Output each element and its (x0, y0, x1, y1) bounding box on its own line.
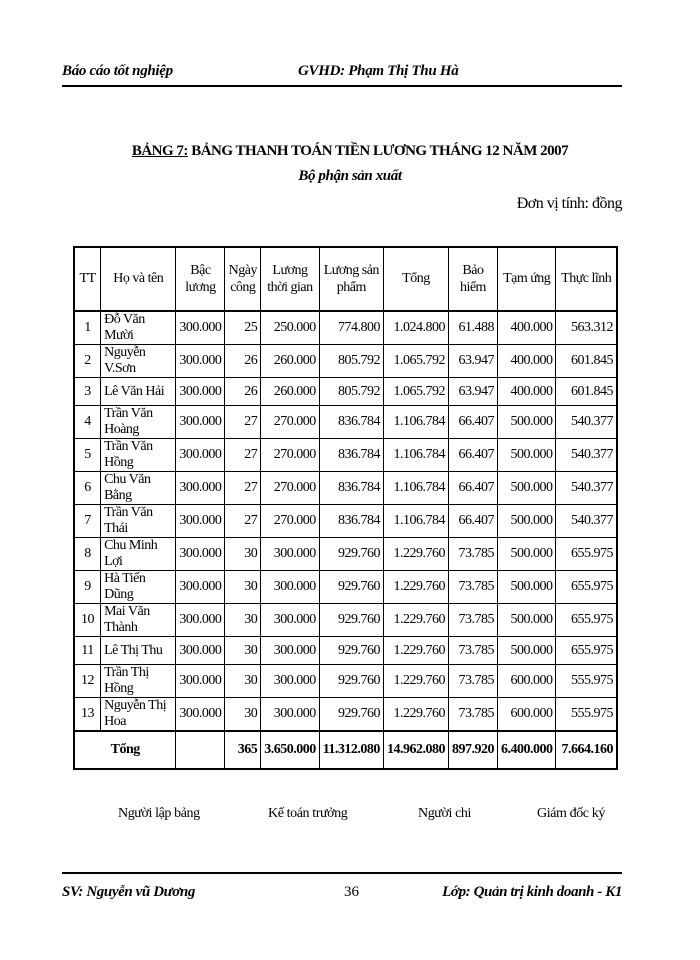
cell-tong: 1.065.792 (383, 378, 448, 406)
cell-tam-ung: 600.000 (497, 698, 556, 732)
cell-bac-luong: 300.000 (176, 604, 225, 637)
cell-tong: 1.106.784 (383, 439, 448, 472)
table-row (74, 472, 617, 505)
cell-luong-thoi-gian: 260.000 (261, 345, 320, 378)
cell-thuc-linh: 601.845 (556, 378, 617, 406)
cell-bac-luong: 300.000 (176, 637, 225, 665)
cell-bao-hiem: 66.407 (448, 505, 497, 538)
cell-luong-san-pham: 774.800 (319, 311, 383, 345)
sign-payer: Người chi (418, 806, 471, 821)
cell-name: Lê Thị Thu (101, 637, 176, 665)
cell-tam-ung: 500.000 (497, 604, 556, 637)
col-header-bac-luong: Bậc lương (176, 247, 225, 311)
table-title (0, 143, 700, 160)
footer-student: SV: Nguyễn vũ Dương (62, 884, 195, 900)
cell-bac-luong: 300.000 (176, 571, 225, 604)
cell-bao-hiem: 66.407 (448, 472, 497, 505)
cell-bac-luong: 300.000 (176, 472, 225, 505)
cell-tt: 9 (74, 571, 101, 604)
cell-tong: 1.229.760 (383, 665, 448, 698)
cell-tong: 1.065.792 (383, 345, 448, 378)
cell-bao-hiem: 73.785 (448, 698, 497, 732)
cell-bac-luong: 300.000 (176, 311, 225, 345)
cell-tam-ung: 500.000 (497, 538, 556, 571)
total-label: Tổng (74, 731, 176, 769)
cell-luong-san-pham: 929.760 (319, 665, 383, 698)
sign-preparer: Người lập bảng (118, 806, 200, 821)
cell-tam-ung: 500.000 (497, 439, 556, 472)
cell-luong-san-pham: 836.784 (319, 439, 383, 472)
cell-name: Hà Tiến Dũng (101, 571, 176, 604)
total-thuc-linh: 7.664.160 (556, 731, 617, 769)
cell-thuc-linh: 655.975 (556, 571, 617, 604)
footer-class: Lớp: Quản trị kinh doanh - K1 (442, 884, 622, 900)
cell-thuc-linh: 555.975 (556, 698, 617, 732)
cell-name: Nguyễn V.Sơn (101, 345, 176, 378)
cell-tam-ung: 400.000 (497, 311, 556, 345)
cell-bao-hiem: 73.785 (448, 538, 497, 571)
table-title-text: BẢNG THANH TOÁN TIỀN LƯƠNG THÁNG 12 NĂM 2007 (191, 143, 569, 159)
cell-bao-hiem: 61.488 (448, 311, 497, 345)
cell-ngay-cong: 26 (225, 378, 261, 406)
col-header-luong-san-pham: Lương sản phẩm (319, 247, 383, 311)
page-footer (62, 872, 622, 906)
cell-tong: 1.229.760 (383, 538, 448, 571)
payroll-table (73, 246, 618, 770)
col-header-thuc-linh: Thực lĩnh (556, 247, 617, 311)
cell-name: Chu Minh Lợi (101, 538, 176, 571)
cell-luong-thoi-gian: 300.000 (261, 538, 320, 571)
col-header-tam-ung: Tạm ứng (497, 247, 556, 311)
cell-tt: 4 (74, 406, 101, 439)
col-header-ngay-cong: Ngày công (225, 247, 261, 311)
cell-luong-thoi-gian: 300.000 (261, 637, 320, 665)
cell-tong: 1.229.760 (383, 604, 448, 637)
cell-ngay-cong: 27 (225, 505, 261, 538)
cell-luong-san-pham: 805.792 (319, 345, 383, 378)
total-bac-luong (176, 731, 225, 769)
total-bao-hiem: 897.920 (448, 731, 497, 769)
cell-thuc-linh: 601.845 (556, 345, 617, 378)
table-row (74, 538, 617, 571)
page-number: 36 (344, 884, 359, 900)
table-row (74, 345, 617, 378)
sign-accountant: Kế toán trưởng (268, 806, 348, 821)
cell-tong: 1.106.784 (383, 406, 448, 439)
table-row (74, 378, 617, 406)
header-advisor: GVHD: Phạm Thị Thu Hà (298, 63, 459, 79)
cell-bao-hiem: 73.785 (448, 665, 497, 698)
cell-tam-ung: 500.000 (497, 637, 556, 665)
cell-thuc-linh: 555.975 (556, 665, 617, 698)
cell-tong: 1.229.760 (383, 698, 448, 732)
total-luong-san-pham: 11.312.080 (319, 731, 383, 769)
cell-bao-hiem: 73.785 (448, 604, 497, 637)
cell-tam-ung: 500.000 (497, 472, 556, 505)
cell-luong-thoi-gian: 270.000 (261, 505, 320, 538)
cell-tt: 1 (74, 311, 101, 345)
table-row (74, 439, 617, 472)
cell-thuc-linh: 563.312 (556, 311, 617, 345)
cell-bac-luong: 300.000 (176, 378, 225, 406)
cell-luong-thoi-gian: 270.000 (261, 406, 320, 439)
cell-tong: 1.024.800 (383, 311, 448, 345)
cell-ngay-cong: 26 (225, 345, 261, 378)
table-row (74, 571, 617, 604)
table-row (74, 665, 617, 698)
col-header-name: Họ và tên (101, 247, 176, 311)
cell-ngay-cong: 30 (225, 665, 261, 698)
table-row (74, 311, 617, 345)
cell-bao-hiem: 73.785 (448, 571, 497, 604)
cell-tt: 3 (74, 378, 101, 406)
cell-luong-thoi-gian: 250.000 (261, 311, 320, 345)
cell-thuc-linh: 540.377 (556, 439, 617, 472)
cell-ngay-cong: 25 (225, 311, 261, 345)
cell-name: Trần Văn Hồng (101, 439, 176, 472)
col-header-luong-thoi-gian: Lương thời gian (261, 247, 320, 311)
col-header-bao-hiem: Bảo hiểm (448, 247, 497, 311)
table-body (74, 311, 617, 731)
cell-ngay-cong: 30 (225, 698, 261, 732)
cell-tam-ung: 500.000 (497, 571, 556, 604)
cell-tt: 7 (74, 505, 101, 538)
cell-luong-san-pham: 929.760 (319, 698, 383, 732)
cell-bao-hiem: 66.407 (448, 406, 497, 439)
cell-name: Chu Văn Bằng (101, 472, 176, 505)
total-tam-ung: 6.400.000 (497, 731, 556, 769)
total-ngay-cong: 365 (225, 731, 261, 769)
cell-bac-luong: 300.000 (176, 538, 225, 571)
sign-director: Giám đốc ký (537, 806, 605, 821)
cell-bac-luong: 300.000 (176, 439, 225, 472)
cell-tam-ung: 400.000 (497, 345, 556, 378)
cell-name: Đỗ Văn Mười (101, 311, 176, 345)
cell-thuc-linh: 655.975 (556, 637, 617, 665)
cell-thuc-linh: 540.377 (556, 406, 617, 439)
cell-luong-san-pham: 929.760 (319, 538, 383, 571)
cell-tong: 1.229.760 (383, 637, 448, 665)
cell-tt: 2 (74, 345, 101, 378)
cell-name: Trần Thị Hồng (101, 665, 176, 698)
cell-tt: 10 (74, 604, 101, 637)
unit-note: Đơn vị tính: đồng (516, 195, 622, 212)
cell-bao-hiem: 73.785 (448, 637, 497, 665)
cell-thuc-linh: 655.975 (556, 604, 617, 637)
cell-bac-luong: 300.000 (176, 665, 225, 698)
cell-name: Trần Văn Hoàng (101, 406, 176, 439)
cell-ngay-cong: 30 (225, 571, 261, 604)
cell-luong-thoi-gian: 300.000 (261, 604, 320, 637)
cell-ngay-cong: 30 (225, 637, 261, 665)
table-row (74, 698, 617, 732)
cell-luong-san-pham: 929.760 (319, 571, 383, 604)
cell-luong-thoi-gian: 300.000 (261, 665, 320, 698)
cell-tam-ung: 500.000 (497, 406, 556, 439)
cell-luong-thoi-gian: 260.000 (261, 378, 320, 406)
table-number: BẢNG 7: (131, 143, 188, 159)
cell-name: Mai Văn Thành (101, 604, 176, 637)
cell-luong-thoi-gian: 270.000 (261, 472, 320, 505)
table-subtitle: Bộ phận sản xuất (298, 168, 402, 184)
table-row (74, 604, 617, 637)
cell-tam-ung: 500.000 (497, 505, 556, 538)
cell-name: Trần Văn Thái (101, 505, 176, 538)
cell-tt: 11 (74, 637, 101, 665)
total-luong-thoi-gian: 3.650.000 (261, 731, 320, 769)
cell-luong-san-pham: 836.784 (319, 406, 383, 439)
cell-luong-san-pham: 805.792 (319, 378, 383, 406)
cell-name: Lê Văn Hải (101, 378, 176, 406)
cell-tt: 5 (74, 439, 101, 472)
page-header (62, 63, 622, 87)
cell-tt: 12 (74, 665, 101, 698)
cell-luong-thoi-gian: 300.000 (261, 698, 320, 732)
col-header-tong: Tổng (383, 247, 448, 311)
cell-bao-hiem: 66.407 (448, 439, 497, 472)
cell-ngay-cong: 30 (225, 604, 261, 637)
total-tong: 14.962.080 (383, 731, 448, 769)
cell-luong-thoi-gian: 300.000 (261, 571, 320, 604)
cell-bac-luong: 300.000 (176, 698, 225, 732)
cell-bao-hiem: 63.947 (448, 378, 497, 406)
cell-tong: 1.106.784 (383, 472, 448, 505)
cell-ngay-cong: 27 (225, 406, 261, 439)
cell-tong: 1.106.784 (383, 505, 448, 538)
table-row (74, 637, 617, 665)
cell-ngay-cong: 27 (225, 439, 261, 472)
cell-tt: 13 (74, 698, 101, 732)
cell-thuc-linh: 540.377 (556, 472, 617, 505)
cell-thuc-linh: 540.377 (556, 505, 617, 538)
cell-tam-ung: 600.000 (497, 665, 556, 698)
cell-bac-luong: 300.000 (176, 406, 225, 439)
total-row (74, 731, 617, 769)
table-header-row (74, 247, 617, 311)
cell-ngay-cong: 30 (225, 538, 261, 571)
cell-tam-ung: 400.000 (497, 378, 556, 406)
cell-name: Nguyễn Thị Hoa (101, 698, 176, 732)
cell-tong: 1.229.760 (383, 571, 448, 604)
cell-thuc-linh: 655.975 (556, 538, 617, 571)
cell-luong-thoi-gian: 270.000 (261, 439, 320, 472)
header-report-title: Báo cáo tốt nghiệp (62, 63, 173, 79)
cell-bac-luong: 300.000 (176, 505, 225, 538)
cell-tt: 8 (74, 538, 101, 571)
cell-ngay-cong: 27 (225, 472, 261, 505)
cell-bao-hiem: 63.947 (448, 345, 497, 378)
cell-luong-san-pham: 836.784 (319, 505, 383, 538)
cell-luong-san-pham: 929.760 (319, 637, 383, 665)
cell-luong-san-pham: 929.760 (319, 604, 383, 637)
table-row (74, 406, 617, 439)
table-row (74, 505, 617, 538)
cell-bac-luong: 300.000 (176, 345, 225, 378)
col-header-tt: TT (74, 247, 101, 311)
cell-tt: 6 (74, 472, 101, 505)
cell-luong-san-pham: 836.784 (319, 472, 383, 505)
